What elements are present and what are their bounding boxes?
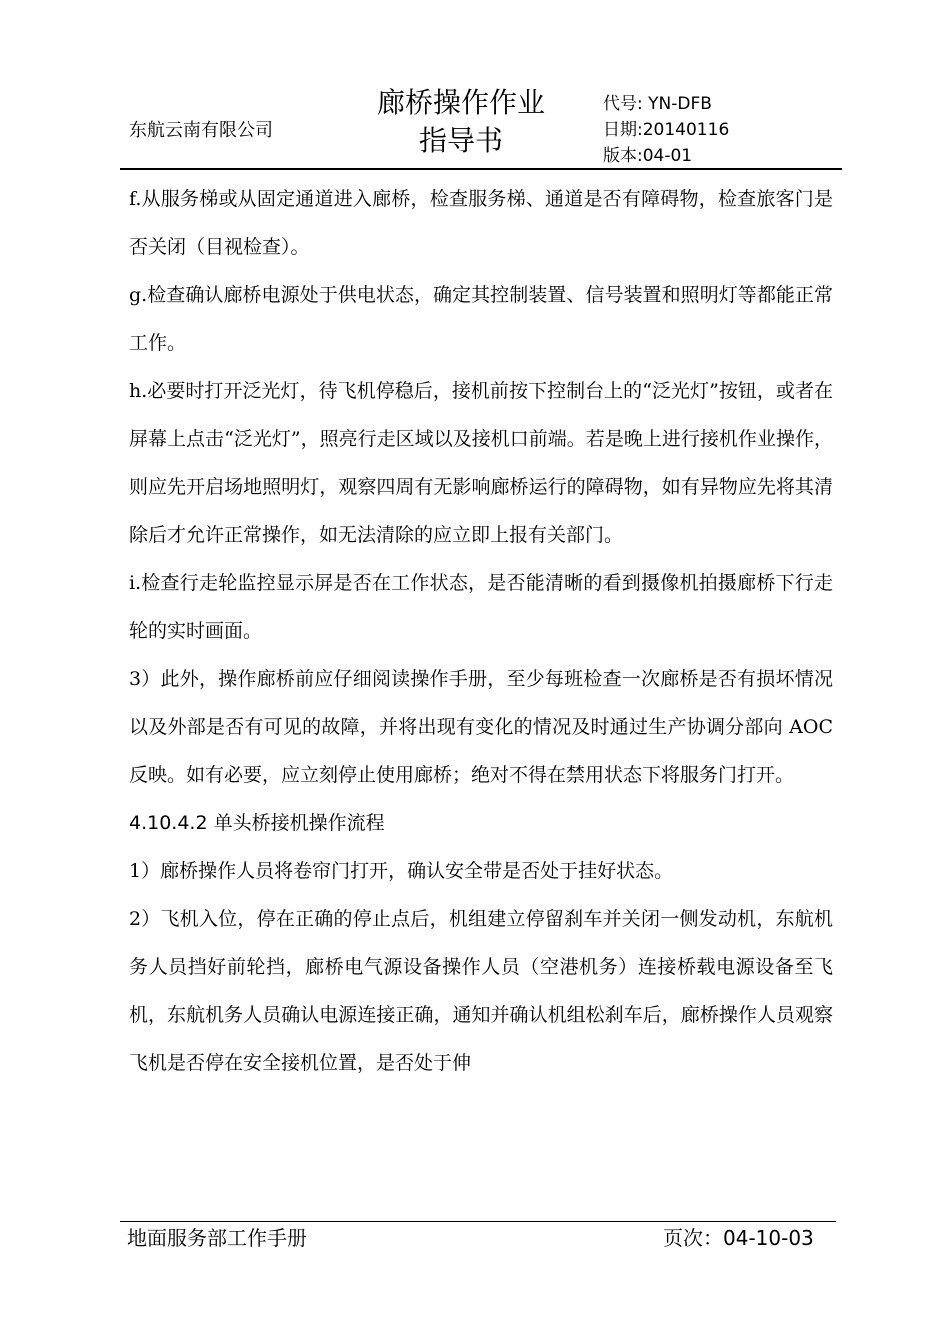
document-title xyxy=(350,84,572,160)
document-title-line2: 指导书 xyxy=(418,124,503,157)
document-code: 代号: YN-DFB xyxy=(603,94,712,114)
document-title-line1: 廊桥操作作业 xyxy=(376,86,545,119)
document-version: 版本:04-01 xyxy=(603,146,693,166)
company-name: 东航云南有限公司 xyxy=(129,120,273,141)
paragraph-h: h.必要时打开泛光灯，待飞机停稳后，接机前按下控制台上的“泛光灯”按钮，或者在屏幕上点击“泛光灯”，照亮行走区域以及接机口前端。若是晚上进行接机作业操作，则应先开启场地照明灯，观察四周有无影响廊桥运行的障碍物，如有异物应先将其清除后才允许正常操作，如无法清除的应立即上报有关部门。 xyxy=(129,380,833,546)
step-2: 2）飞机入位，停在正确的停止点后，机组建立停留刹车并关闭一侧发动机，东航机务人员挡好前轮挡，廊桥电气源设备操作人员（空港机务）连接桥载电源设备至飞机，东航机务人员确认电源连接正确，通知并确认机组松刹车后，廊桥操作人员观察飞机是否停在安全接机位置，是否处于伸 xyxy=(129,908,833,1074)
paragraph-g: g.检查确认廊桥电源处于供电状态，确定其控制装置、信号装置和照明灯等都能正常工作。 xyxy=(129,284,833,354)
header-divider xyxy=(120,168,842,170)
document-date: 日期:20140116 xyxy=(603,120,730,140)
document-meta xyxy=(603,91,729,169)
paragraph-i: i.检查行走轮监控显示屏是否在工作状态，是否能清晰的看到摄像机拍摄廊桥下行走轮的实时画面。 xyxy=(129,572,833,642)
footer-page-number: 页次：04-10-03 xyxy=(663,1226,814,1250)
step-1: 1）廊桥操作人员将卷帘门打开，确认安全带是否处于挂好状态。 xyxy=(129,860,674,882)
paragraph-3: 3）此外，操作廊桥前应仔细阅读操作手册，至少每班检查一次廊桥是否有损坏情况以及外部是否有可见的故障，并将出现有变化的情况及时通过生产协调分部向 AOC 反映。如有必要，应立刻停止使用廊桥；绝对不得在禁用状态下将服务门打开。 xyxy=(129,668,833,786)
body-content xyxy=(129,175,833,1087)
footer-manual-name: 地面服务部工作手册 xyxy=(127,1226,307,1250)
paragraph-f: f.从服务梯或从固定通道进入廊桥，检查服务梯、通道是否有障碍物，检查旅客门是否关闭（目视检查）。 xyxy=(129,188,833,258)
section-heading: 4.10.4.2 单头桥接机操作流程 xyxy=(129,812,385,834)
